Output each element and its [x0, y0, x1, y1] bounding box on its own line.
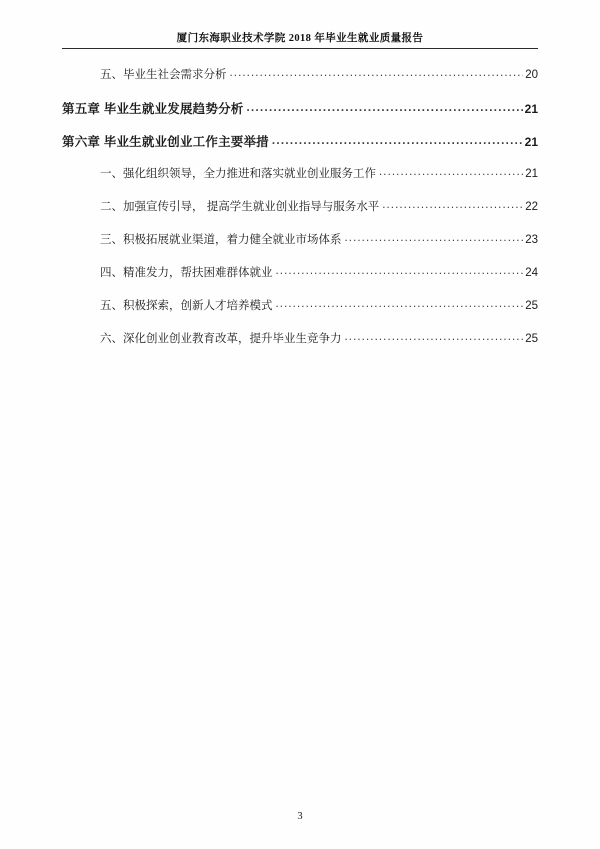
- toc-leader-dots: [276, 297, 524, 309]
- toc-entry-label: 五、毕业生社会需求分析: [100, 69, 227, 81]
- toc-entry-page: 21: [524, 102, 538, 116]
- toc-entry-label: 二、加强宣传引导， 提高学生就业创业指导与服务水平: [100, 201, 380, 213]
- toc-entry-label: 一、强化组织领导，全力推进和落实就业创业服务工作: [100, 168, 376, 180]
- toc-entry-page: 20: [525, 69, 538, 81]
- toc-entry[interactable]: [62, 99, 538, 132]
- toc-leader-dots: [276, 264, 524, 276]
- toc-leader-dots: [272, 134, 523, 146]
- page-footer: [0, 806, 600, 824]
- toc-leader-dots: [230, 66, 524, 78]
- toc-entry[interactable]: [62, 264, 538, 297]
- toc-entry[interactable]: [62, 231, 538, 264]
- toc-leader-dots: [345, 330, 524, 342]
- toc-entry[interactable]: [62, 330, 538, 363]
- toc-entry[interactable]: [62, 297, 538, 330]
- toc-leader-dots: [382, 198, 523, 210]
- toc-leader-dots: [345, 231, 524, 243]
- toc-entry-label: 三、积极拓展就业渠道，着力健全就业市场体系: [100, 234, 342, 246]
- toc-entry[interactable]: [62, 132, 538, 165]
- page-number: 3: [297, 811, 303, 822]
- toc-entry[interactable]: [62, 66, 538, 99]
- toc-entry-page: 24: [525, 267, 538, 279]
- toc-entry-page: 25: [525, 333, 538, 345]
- toc-entry-label: 四、精准发力，帮扶困难群体就业: [100, 267, 273, 279]
- running-header: [62, 30, 538, 49]
- header-divider: [62, 48, 538, 49]
- toc-entry-page: 21: [525, 168, 538, 180]
- toc-entry-label: 第六章 毕业生就业创业工作主要举措: [62, 135, 269, 149]
- toc-entry-label: 第五章 毕业生就业发展趋势分析: [62, 102, 244, 116]
- toc-leader-dots: [379, 165, 523, 177]
- toc-entry-label: 六、深化创业创业教育改革，提升毕业生竞争力: [100, 333, 342, 345]
- toc-entry[interactable]: [62, 198, 538, 231]
- toc-entry-page: 21: [524, 135, 538, 149]
- running-header-title: 厦门东海职业技术学院 2018 年毕业生就业质量报告: [176, 33, 424, 44]
- toc-entry-page: 23: [525, 234, 538, 246]
- toc-entry[interactable]: [62, 165, 538, 198]
- toc-entry-label: 五、积极探索，创新人才培养模式: [100, 300, 273, 312]
- toc-entry-page: 22: [525, 201, 538, 213]
- toc-leader-dots: [246, 101, 522, 113]
- table-of-contents: [62, 66, 538, 363]
- toc-entry-page: 25: [525, 300, 538, 312]
